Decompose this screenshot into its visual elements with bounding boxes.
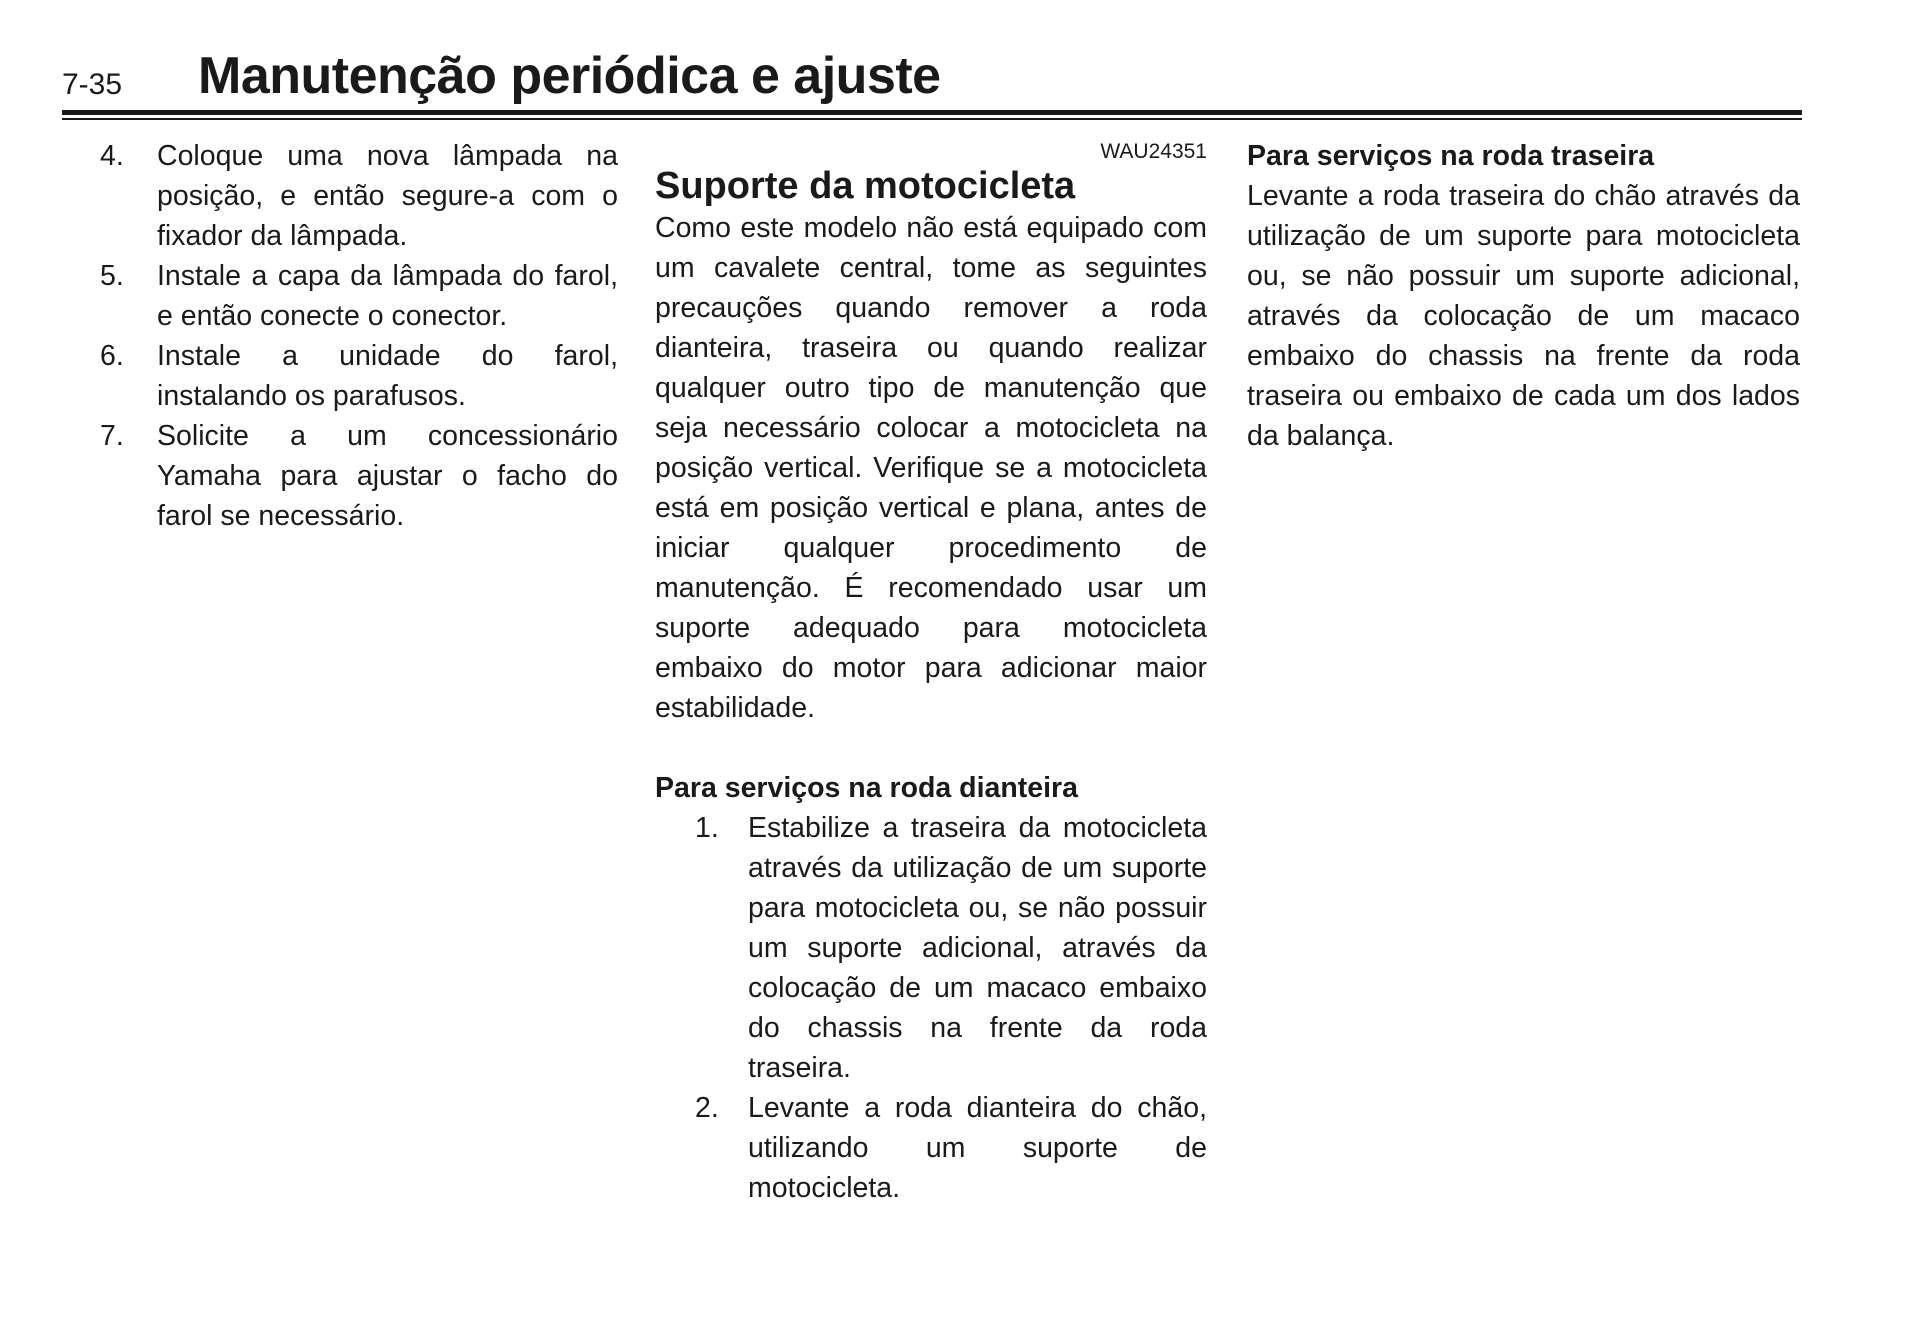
list-item-text: Solicite a um concessionário Yamaha para ajustar o facho do farol se necessário. [157,420,618,532]
column-right [1247,136,1800,456]
list-item-number: 4. [100,140,124,172]
header-rule-thin [62,118,1802,120]
list-item [100,256,618,336]
list-item-number: 7. [100,420,124,452]
list-item [695,808,1207,1088]
page-number: 7-35 [62,68,123,101]
list-item-number: 5. [100,260,124,292]
list-item [100,416,618,536]
subheading-rear-wheel: Para serviços na roda traseira [1247,140,1655,172]
rear-wheel-text: Levante a roda traseira do chão através da utilização de um suporte para motocicleta ou, se não possuir um suporte adicional, através da colocação de um macaco embaixo do chassis na frente da roda traseira ou embaixo de cada um dos lados da balança. [1247,180,1800,452]
steps-list [655,808,1207,1208]
column-left [100,136,618,536]
list-item-number: 2. [695,1092,719,1124]
list-item [100,136,618,256]
list-item-text: Coloque uma nova lâmpada na posição, e então segure-a com o fixador da lâmpada. [157,140,618,252]
page-title: Manutenção periódica e ajuste [198,47,941,105]
list-item-number: 6. [100,340,124,372]
section-title: Suporte da motocicleta [655,165,1076,207]
list-item [100,336,618,416]
list-item-number: 1. [695,812,719,844]
list-item-text: Instale a unidade do farol, instalando os parafusos. [157,340,618,412]
list-item [695,1088,1207,1208]
header-rule-thick [62,110,1802,115]
list-item-text: Levante a roda dianteira do chão, utilizando um suporte de motocicleta. [748,1092,1207,1204]
column-middle [655,136,1207,1208]
subheading-front-wheel: Para serviços na roda dianteira [655,772,1078,804]
section-intro: Como este modelo não está equipado com um cavalete central, tome as seguintes precauções quando remover a roda dianteira, traseira ou quando realizar qualquer outro tipo de manutenção que seja necessário colocar a motocicleta na posição vertical. Verifique se a motocicleta está em posição vertical e plana, antes de iniciar qualquer procedimento de manutenção. É recomendado usar um suporte adequado para motocicleta embaixo do motor para adicionar maior estabilidade. [655,212,1207,724]
list-item-text: Estabilize a traseira da motocicleta através da utilização de um suporte para motocicleta ou, se não possuir um suporte adicional, através da colocação de um macaco embaixo do chassis na frente da roda traseira. [748,812,1207,1084]
document-code: WAU24351 [1100,140,1207,163]
list-item-text: Instale a capa da lâmpada do farol, e então conecte o conector. [157,260,618,332]
